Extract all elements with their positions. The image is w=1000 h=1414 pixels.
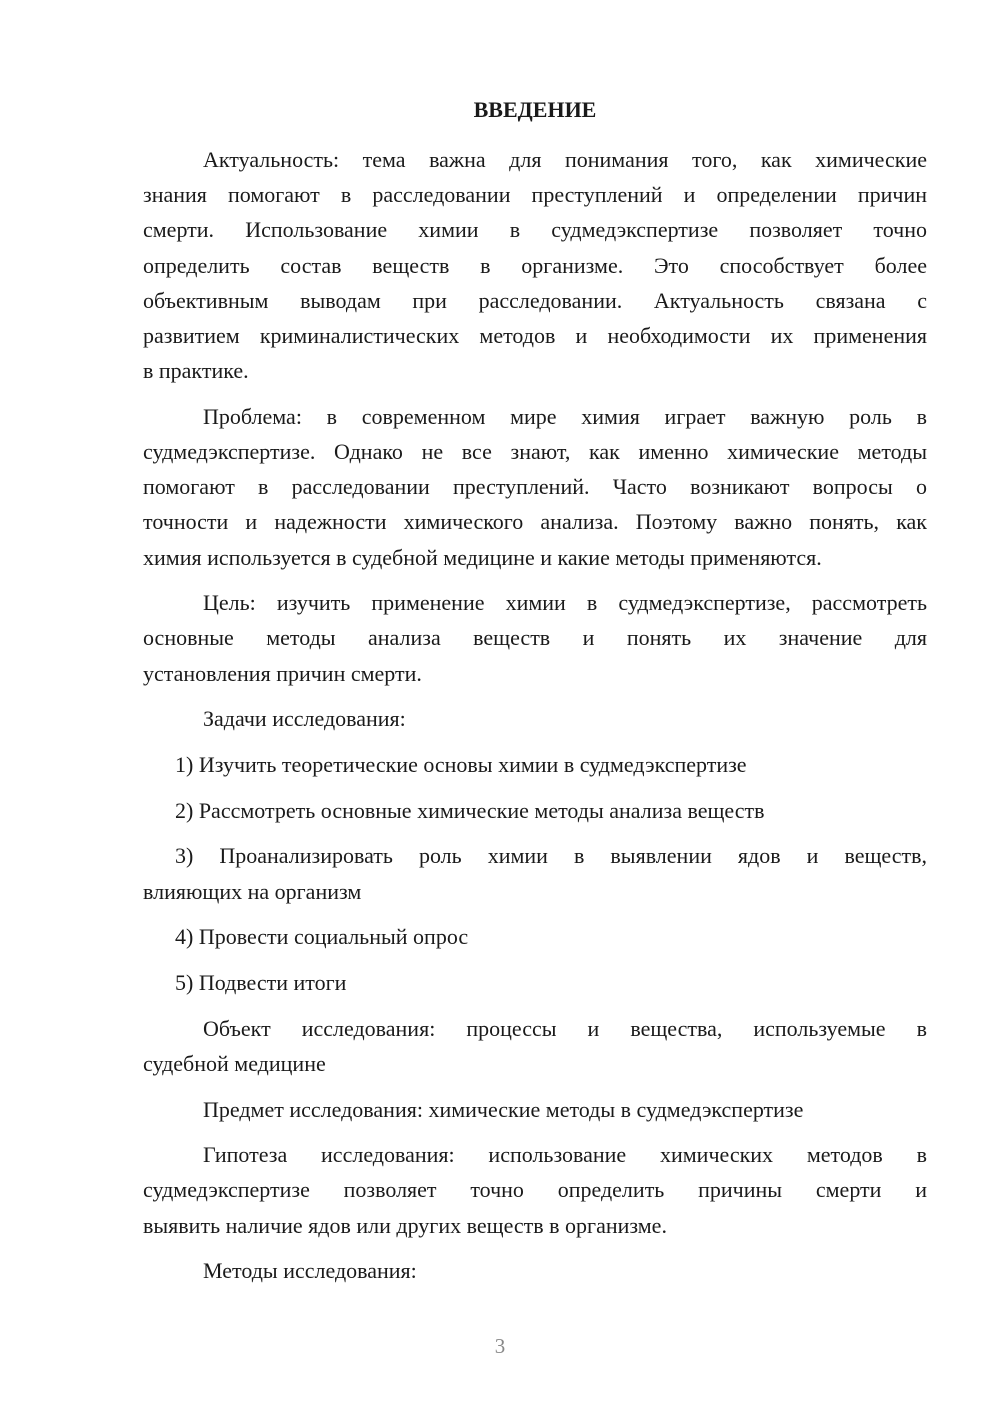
text-line: 3) Проанализировать роль химии в выявлении ядов и веществ, — [175, 843, 927, 869]
text-line: 4) Провести социальный опрос — [175, 924, 469, 950]
paragraph — [143, 585, 927, 691]
page-number: 3 — [494, 1334, 506, 1358]
text-line: выявить наличие ядов или других веществ в организме. — [143, 1212, 667, 1238]
text-line: химия используется в судебной медицине и какие методы применяются. — [143, 544, 822, 570]
paragraph — [143, 399, 927, 575]
text-line: Актуальность: тема важна для понимания того, как химические — [203, 147, 927, 172]
paragraph — [143, 142, 927, 388]
paragraph — [143, 1011, 927, 1081]
paragraph — [143, 1137, 927, 1243]
list-item — [143, 919, 927, 954]
text-line: 5) Подвести итоги — [175, 969, 347, 995]
text-line: Цель: изучить применение химии в судмедэкспертизе, рассмотреть — [203, 590, 927, 616]
paragraph — [143, 701, 927, 736]
text-line: Методы исследования: — [203, 1258, 417, 1284]
text-line: Проблема: в современном мире химия играет важную роль в — [203, 403, 927, 429]
text-line: в практике. — [143, 358, 249, 384]
text-line: судмедэкспертизе. Однако не все знают, как именно химические методы — [143, 439, 927, 464]
list-item — [143, 965, 927, 1000]
text-line: определить состав веществ в организме. Это способствует более — [143, 252, 927, 278]
text-line: влияющих на организм — [143, 878, 362, 904]
text-line: точности и надежности химического анализа. Поэтому важно понять, как — [143, 509, 927, 535]
text-line: объективным выводам при расследовании. Актуальность связана с — [143, 287, 927, 313]
text-line: 1) Изучить теоретические основы химии в судмедэкспертизе — [175, 752, 747, 777]
text-line: Гипотеза исследования: использование химических методов в — [203, 1142, 927, 1168]
text-line: судмедэкспертизе позволяет точно определить причины смерти и — [143, 1177, 927, 1203]
text-line: основные методы анализа веществ и понять их значение для — [143, 625, 927, 651]
document-body — [143, 142, 927, 1299]
text-line: 2) Рассмотреть основные химические методы анализа веществ — [175, 797, 765, 823]
text-line: Задачи исследования: — [203, 706, 406, 732]
text-line: знания помогают в расследовании преступлений и определении причин — [143, 182, 927, 208]
list-item — [143, 793, 927, 828]
paragraph — [143, 1092, 927, 1127]
list-item — [143, 838, 927, 908]
text-line: Объект исследования: процессы и вещества, используемые в — [203, 1015, 927, 1041]
paragraph — [143, 1253, 927, 1288]
text-line: помогают в расследовании преступлений. Часто возникают вопросы о — [143, 474, 927, 500]
text-line: установления причин смерти. — [143, 660, 422, 686]
text-line: развитием криминалистических методов и необходимости их применения — [143, 322, 927, 348]
list-item — [143, 747, 927, 782]
text-line: судебной медицине — [143, 1050, 326, 1076]
text-line: смерти. Использование химии в судмедэкспертизе позволяет точно — [143, 217, 927, 243]
page-title: ВВЕДЕНИЕ — [473, 97, 597, 122]
text-line: Предмет исследования: химические методы в судмедэкспертизе — [203, 1096, 804, 1122]
